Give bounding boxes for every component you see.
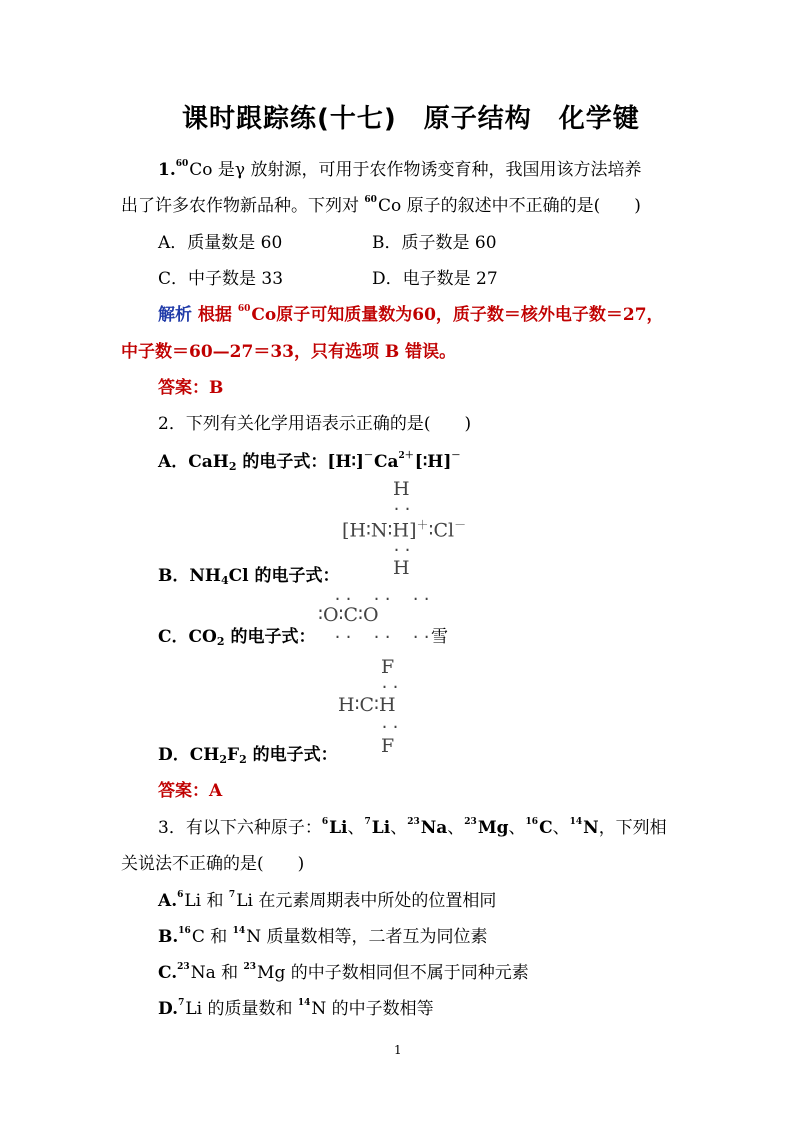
q2-a-end: [∶H]	[414, 452, 452, 472]
q3-atom-6-sym: N	[583, 818, 599, 838]
q1-analysis-line2: 中子数＝60—27＝33，只有选项 B 错误。	[121, 342, 457, 362]
q3-d-post: N 的中子数相等	[311, 999, 434, 1019]
q2-b-dots-top: ··	[392, 500, 415, 518]
q1-answer: 答案：B	[158, 378, 224, 398]
q2-b-sup2: －	[454, 518, 467, 532]
q2-c-dots-bottom: ·· ·· ··	[333, 628, 434, 646]
q3-b-post: N 质量数相等，二者互为同位素	[246, 927, 488, 947]
q2-c-label: C．CO	[158, 627, 217, 647]
q3-sep: 、	[508, 818, 526, 838]
q2-b-label-rest: Cl 的电子式：	[228, 566, 340, 586]
q1-option-d: D．电子数是 27	[372, 269, 498, 289]
q2-d-dots-top: ··	[380, 678, 403, 696]
q2-c-tail: 雪	[431, 627, 448, 647]
q3-option-c	[158, 958, 529, 983]
q3-atom-5-sym: C	[539, 818, 553, 838]
q2-b-bottom: H	[393, 557, 410, 579]
q3-atom-2-sym: Li	[371, 818, 391, 838]
q1-analysis-line1	[158, 300, 664, 325]
q3-option-d	[158, 994, 434, 1019]
q1-analysis-pre: 根据	[192, 305, 238, 325]
q3-sep: 、	[447, 818, 465, 838]
q2-c-formula	[318, 604, 379, 626]
q1-number: 1.	[158, 160, 176, 180]
q2-d-label-rest: 的电子式：	[246, 745, 338, 765]
q1-analysis-isotope: 60	[237, 304, 251, 314]
q3-d-mid: Li 的质量数和	[185, 999, 298, 1019]
q1-line2-isotope: 60	[364, 195, 377, 205]
q2-b-dots-bottom: ··	[392, 541, 415, 559]
q3-atom-3-sym: Na	[420, 818, 448, 838]
q3-a-iso2: 7	[228, 890, 236, 900]
q3-atom-6-iso: 14	[569, 817, 583, 827]
q1-option-b: B．质子数是 60	[372, 233, 497, 253]
q2-option-d	[158, 740, 338, 766]
q3-a-iso1: 6	[177, 890, 184, 900]
q1-line1-text: Co 是γ 放射源，可用于农作物诱变育种，我国用该方法培养	[189, 160, 642, 180]
q2-a-ca: Ca	[373, 452, 399, 472]
q2-b-top: H	[393, 478, 410, 500]
q3-atom-1-sym: Li	[329, 818, 348, 838]
q3-stem-line2: 关说法不正确的是( )	[121, 854, 305, 874]
q2-a-mid: 的电子式：[H∶]	[236, 452, 364, 472]
q2-c-sub: 2	[216, 635, 225, 648]
q3-sep: 、	[552, 818, 570, 838]
q3-stem-intro: 3．有以下六种原子：	[158, 818, 322, 838]
q1-line2	[121, 191, 641, 216]
q2-answer: 答案：A	[158, 781, 223, 801]
q2-d-sub1: 2	[219, 753, 227, 766]
q3-atom-4-sym: Mg	[477, 818, 509, 838]
q2-option-a	[158, 447, 461, 473]
q2-b-formula	[342, 516, 466, 541]
q2-option-b	[158, 561, 340, 587]
q2-c-formula-text: ∶O∶C∶O	[318, 604, 379, 626]
page-title: 课时跟踪练(十七) 原子结构 化学键	[182, 104, 640, 134]
q2-a-sup2: 2＋	[398, 451, 414, 461]
q2-b-sub: 4	[220, 574, 229, 587]
q2-option-c	[158, 622, 315, 648]
q3-option-b	[158, 922, 487, 947]
q3-c-iso1: 23	[177, 962, 190, 972]
q1-analysis-text: Co原子可知质量数为60，质子数＝核外电子数＝27，	[251, 305, 664, 325]
q2-b-label: B．NH	[158, 566, 221, 586]
q3-b-iso2: 14	[232, 926, 246, 936]
q3-b-mid: C 和	[191, 927, 233, 947]
q2-a-label: A．CaH	[158, 452, 229, 472]
q3-atom-5-iso: 16	[525, 817, 539, 827]
q3-sep: 、	[347, 818, 365, 838]
q2-c-label-rest: 的电子式：	[224, 627, 316, 647]
q3-b-iso1: 16	[178, 926, 191, 936]
q3-b-label: B.	[158, 927, 179, 947]
q1-option-a: A．质量数是 60	[158, 233, 283, 253]
q3-d-iso2: 14	[297, 998, 311, 1008]
q3-c-label: C.	[158, 963, 178, 983]
q2-a-sup3: －	[451, 451, 461, 461]
q2-stem: 2．下列有关化学用语表示正确的是( )	[158, 414, 472, 434]
q2-d-bottom: F	[381, 735, 395, 757]
q2-d-label: D．CH	[158, 745, 220, 765]
q2-d-top: F	[381, 656, 395, 678]
q3-stem-tail: ，下列相	[598, 818, 667, 838]
q3-d-iso1: 7	[178, 998, 185, 1008]
q2-b-sup: ＋	[416, 518, 429, 532]
q2-b-mid-right: ∶Cl	[428, 519, 455, 542]
q2-d-f: F	[227, 745, 240, 765]
q1-line2-pre: 出了许多农作物新品种。下列对	[121, 196, 365, 216]
q3-option-a	[158, 886, 496, 911]
q1-analysis-label: 解析	[158, 305, 192, 325]
q3-atom-4-iso: 23	[464, 817, 477, 827]
q3-d-label: D.	[158, 999, 179, 1019]
q3-stem-line1	[158, 813, 667, 838]
q3-sep: 、	[390, 818, 408, 838]
q1-isotope: 60	[175, 159, 189, 169]
page-number: 1	[394, 1043, 402, 1057]
q1-line1	[158, 155, 642, 180]
q3-atom-1-iso: 6	[321, 817, 329, 827]
q3-c-iso2: 23	[243, 962, 257, 972]
q3-a-mid: Li 和	[184, 891, 229, 911]
q3-c-mid: Na 和	[190, 963, 244, 983]
q2-a-sub: 2	[228, 460, 237, 473]
q3-atom-2-iso: 7	[364, 817, 371, 827]
q2-d-sub2: 2	[239, 753, 247, 766]
q2-d-dots-bottom: ··	[380, 718, 403, 736]
q3-a-post: Li 在元素周期表中所处的位置相同	[236, 891, 497, 911]
q1-line2-post: Co 原子的叙述中不正确的是( )	[377, 196, 641, 216]
q2-a-sup1: －	[363, 451, 373, 461]
q3-a-label: A.	[158, 891, 178, 911]
q2-d-formula: H∶C∶H	[338, 694, 396, 716]
q3-atom-3-iso: 23	[407, 817, 420, 827]
q2-b-mid-left: [H∶N∶H]	[342, 519, 417, 542]
q1-option-c: C．中子数是 33	[158, 269, 284, 289]
q2-c-dots-top: ·· ·· ··	[333, 590, 434, 608]
q3-c-post: Mg 的中子数相同但不属于同种元素	[257, 963, 529, 983]
